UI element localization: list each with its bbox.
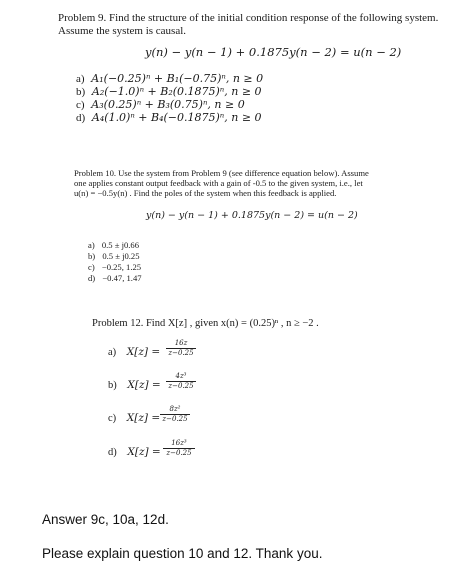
problem12-option-b-fraction [166,373,196,390]
option-lhs: X[z] = [126,346,161,358]
problem9-option-b [76,85,262,98]
option-label: d) [88,273,96,283]
problem10-line1: Problem 10. Use the system from Problem 9 (see difference equation below). Assume [74,168,369,178]
problem10-equation: y(n) − y(n − 1) + 0.1875y(n − 2) = u(n − 2) [146,210,358,221]
problem9-title-line1: Problem 9. Find the structure of the initial condition response of the following system. [58,12,439,24]
problem12-prompt: Problem 12. Find X[z] , given x(n) = (0.25)ⁿ , n ≥ −2 . [92,318,319,329]
numerator: 8z² [169,405,181,413]
problem12-option-b [108,379,161,391]
denominator: z−0.25 [168,349,194,357]
problem9-title-line2: Assume the system is causal. [58,25,187,37]
denominator: z−0.25 [168,382,194,390]
option-label: a) [76,73,85,85]
numerator: 16z [174,339,188,347]
problem10-option-a [88,240,139,250]
option-label: c) [88,262,95,272]
option-label: d) [108,447,117,458]
problem10-line2: one applies constant output feedback with a gain of -0.5 to the given system, i.e., let [74,178,363,188]
option-text: A₃(0.25)ⁿ + B₃(0.75)ⁿ, n ≥ 0 [91,98,245,111]
option-label: b) [108,380,117,391]
option-label: b) [76,86,86,98]
problem12-option-c [108,412,160,424]
option-text: A₄(1.0)ⁿ + B₄(−0.1875)ⁿ, n ≥ 0 [91,111,262,124]
numerator: 4z³ [175,372,187,380]
problem9-option-d [76,111,262,124]
option-lhs: X[z] = [127,446,161,458]
problem12-option-a [108,346,160,358]
answer-text: Answer 9c, 10a, 12d. [42,512,169,527]
denominator: z−0.25 [166,449,192,457]
problem10-line3: u(n) = −0.5y(n) . Find the poles of the system when this feedback is applied. [74,188,337,198]
problem9-option-c [76,98,245,111]
problem12-option-d-fraction [163,440,195,457]
denominator: z−0.25 [162,415,188,423]
option-label: a) [108,347,117,358]
option-label: d) [76,112,86,124]
option-text: 0.5 ± j0.66 [101,240,140,250]
option-label: a) [88,240,95,250]
option-lhs: X[z] = [126,412,161,424]
option-lhs: X[z] = [127,379,161,391]
problem9-option-a [76,72,263,85]
option-text: A₂(−1.0)ⁿ + B₂(0.1875)ⁿ, n ≥ 0 [91,85,262,98]
option-label: c) [76,99,85,111]
option-label: c) [108,413,117,424]
option-text: 0.5 ± j0.25 [102,251,140,261]
option-label: b) [88,251,96,261]
problem12-option-a-fraction [166,340,196,357]
explain-request-text: Please explain question 10 and 12. Thank you. [42,546,323,561]
option-text: −0.47, 1.47 [102,273,142,283]
numerator: 16z³ [171,439,187,447]
problem10-option-d [88,273,142,283]
problem12-option-d [108,446,161,458]
problem10-option-b [88,251,140,261]
problem12-option-c-fraction [160,406,190,423]
problem10-option-c [88,262,141,272]
problem9-equation: y(n) − y(n − 1) + 0.1875y(n − 2) = u(n − 2) [145,45,402,59]
option-text: −0.25, 1.25 [101,262,142,272]
option-text: A₁(−0.25)ⁿ + B₁(−0.75)ⁿ, n ≥ 0 [91,72,264,85]
